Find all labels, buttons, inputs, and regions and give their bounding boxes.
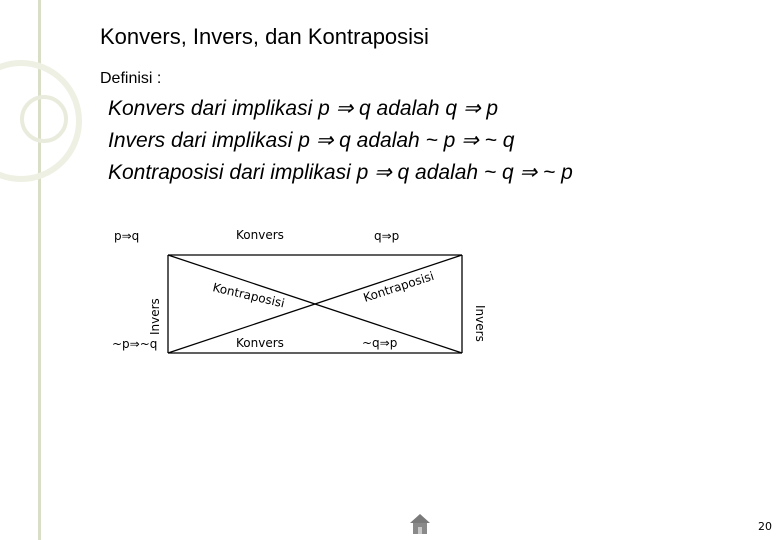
home-icon[interactable] — [408, 512, 432, 536]
node-notp-implies-notq: ~p⇒~q — [112, 337, 158, 351]
label-invers-left: Invers — [148, 298, 162, 335]
label-kontraposisi-left: Kontraposisi — [211, 280, 286, 311]
definition-label: Definisi : — [100, 70, 162, 87]
page-number: 20 — [758, 520, 772, 533]
node-q-implies-p: q⇒p — [374, 229, 400, 243]
label-invers-right: Invers — [473, 305, 487, 342]
slide-title: Konvers, Invers, dan Kontraposisi — [100, 24, 429, 49]
label-konvers-top: Konvers — [236, 228, 284, 242]
label-konvers-bottom: Konvers — [236, 336, 284, 350]
definition-kontraposisi: Kontraposisi dari implikasi p ⇒ q adalah ~ q ⇒ ~ p — [108, 161, 573, 184]
label-kontraposisi-right: Kontraposisi — [361, 268, 436, 305]
definition-invers: Invers dari implikasi p ⇒ q adalah ~ p ⇒ ~ q — [108, 129, 515, 152]
node-notq-implies-p: ~q⇒p — [362, 336, 398, 350]
node-p-implies-q: p⇒q — [114, 229, 140, 243]
definition-konvers: Konvers dari implikasi p ⇒ q adalah q ⇒ p — [108, 97, 499, 120]
